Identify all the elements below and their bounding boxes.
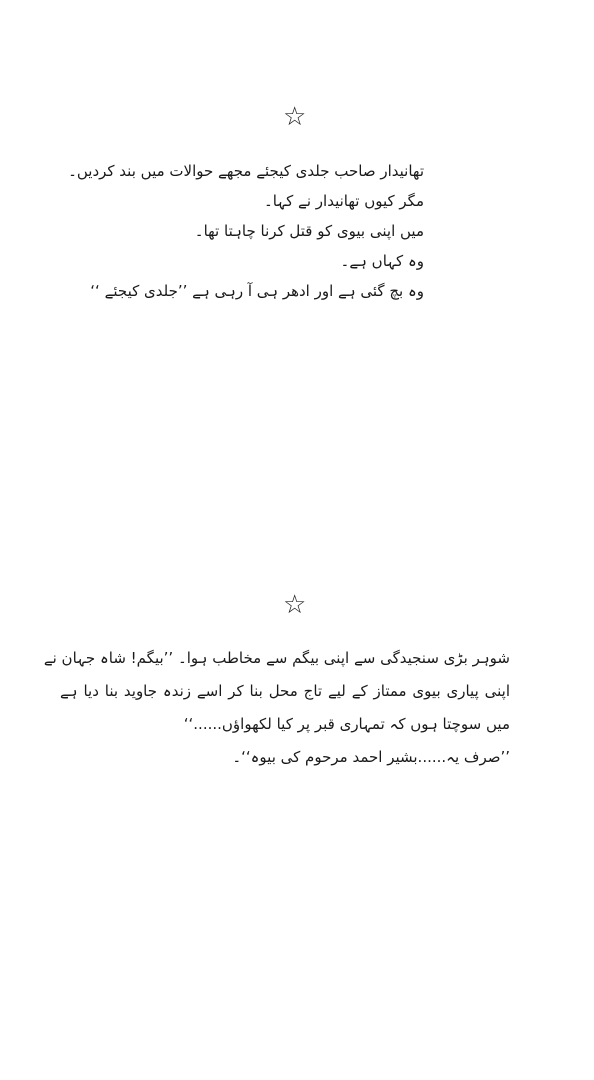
text-line: ’’صرف یہ......بشیر احمد مرحوم کی بیوہ‘‘۔ <box>232 748 510 766</box>
text-line: میں سوچتا ہوں کہ تمہاری قبر پر کیا لکھواؤں......‘‘ <box>183 715 510 733</box>
joke-1-text <box>64 156 424 306</box>
text-line: اپنی پیاری بیوی ممتاز کے لیے تاج محل بنا کر اسے زندہ جاوید بنا دیا ہے <box>60 682 510 700</box>
text-line: تھانیدار صاحب جلدی کیجئے مجھے حوالات میں بند کردیں۔ <box>68 162 424 180</box>
star-icon: ☆ <box>283 590 307 620</box>
text-line: میں اپنی بیوی کو قتل کرنا چاہتا تھا۔ <box>194 222 424 240</box>
text-line: وہ کہاں ہے۔ <box>340 252 424 270</box>
text-line: مگر کیوں تھانیدار نے کہا۔ <box>264 192 424 210</box>
joke-2-text <box>43 642 510 774</box>
text-line: وہ بچ گئی ہے اور ادھر ہی آ رہی ہے ’’جلدی کیجئے ‘‘ <box>90 282 424 300</box>
text-line: شوہر بڑی سنجیدگی سے اپنی بیگم سے مخاطب ہوا۔ ’’بیگم! شاہ جہان نے <box>43 649 510 667</box>
star-icon: ☆ <box>283 102 307 132</box>
